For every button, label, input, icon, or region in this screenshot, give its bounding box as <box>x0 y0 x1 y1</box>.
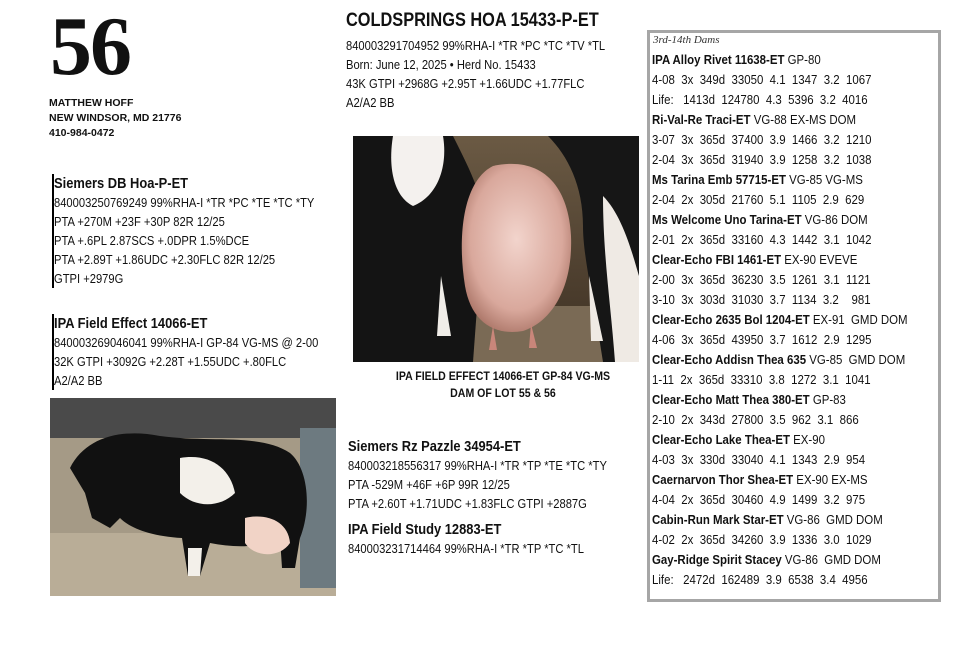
consignor-city: NEW WINDSOR, MD 21776 <box>49 112 182 124</box>
dam-record-line <box>652 130 900 150</box>
dam-record-values: 3-07 3x 365d 37400 3.9 1466 3.2 1210 <box>652 132 872 147</box>
ggs-block <box>348 520 622 558</box>
ggs-details <box>348 539 622 558</box>
dam-pedigree-name: Gay-Ridge Spirit Stacey <box>652 552 782 567</box>
dam-record-values: 3-10 3x 303d 31030 3.7 1134 3.2 981 <box>652 292 871 307</box>
dam-record-line <box>652 150 900 170</box>
dam-details <box>54 333 361 390</box>
dam-record-line <box>652 490 900 510</box>
animal-detail-line: A2/A2 BB <box>346 95 395 110</box>
dam-record-line <box>652 410 900 430</box>
dam-pedigree-classification: VG-86 GMD DOM <box>783 512 883 527</box>
dam-record-values: 2-01 2x 365d 33160 4.3 1442 3.1 1042 <box>652 232 872 247</box>
dam-record-line <box>652 290 900 310</box>
dam-pedigree-name-line <box>652 250 900 270</box>
mgs-detail-line: PTA -529M +46F +6P 99R 12/25 <box>348 477 510 492</box>
dam-pedigree-name-line <box>652 510 900 530</box>
animal-details <box>346 36 647 112</box>
dam-pedigree-name: Ms Welcome Uno Tarina-ET <box>652 212 802 227</box>
dam-record-line <box>652 370 900 390</box>
dam-pedigree-name: IPA Alloy Rivet 11638-ET <box>652 52 785 67</box>
dam-detail-line: 32K GTPI +3092G +2.28T +1.55UDC +.80FLC <box>54 354 287 369</box>
dam-pedigree-name-line <box>652 390 900 410</box>
dam-pedigree-name-line <box>652 170 900 190</box>
ggs-detail-line: 840003231714464 99%RHA-I *TR *TP *TC *TL <box>348 541 584 556</box>
dam-record-values: 4-06 3x 365d 43950 3.7 1612 2.9 1295 <box>652 332 872 347</box>
dam-record-values: 2-10 2x 343d 27800 3.5 962 3.1 866 <box>652 412 859 427</box>
dam-pedigree-classification: VG-86 GMD DOM <box>781 552 881 567</box>
mgs-name: Siemers Rz Pazzle 34954-ET <box>348 438 521 455</box>
dam-record-line <box>652 570 900 590</box>
dam-record-line <box>652 450 900 470</box>
dam-record-line <box>652 530 900 550</box>
dam-detail-line: 840003269046041 99%RHA-I GP-84 VG-MS @ 2-00 <box>54 335 319 350</box>
ggs-name: IPA Field Study 12883-ET <box>348 521 502 538</box>
photo-caption-line: DAM OF LOT 55 & 56 <box>450 386 556 400</box>
dam-pedigree-name-line <box>652 210 900 230</box>
dam-side-photo <box>50 398 336 596</box>
dam-record-values: 1-11 2x 365d 33310 3.8 1272 3.1 1041 <box>652 372 871 387</box>
dam-pedigree-classification: VG-85 VG-MS <box>785 172 863 187</box>
dam-pedigree-classification: GP-83 <box>809 392 846 407</box>
dams-box-label: 3rd-14th Dams <box>653 34 720 46</box>
dam-record-line <box>652 230 900 250</box>
sire-detail-line: PTA +.6PL 2.87SCS +.0DPR 1.5%DCE <box>54 233 250 248</box>
dam-pedigree-name: Clear-Echo FBI 1461-ET <box>652 252 782 267</box>
dam-pedigree-name: Clear-Echo 2635 Bol 1204-ET <box>652 312 810 327</box>
side-photo-illustration <box>50 398 336 596</box>
dam-pedigree-name: Cabin-Run Mark Star-ET <box>652 512 784 527</box>
mgs-detail-line: 840003218556317 99%RHA-I *TR *TP *TE *TC *TY <box>348 458 607 473</box>
dam-pedigree-name: Clear-Echo Lake Thea-ET <box>652 432 790 447</box>
dam-pedigree-classification: VG-85 GMD DOM <box>806 352 906 367</box>
dams-list <box>652 50 934 590</box>
animal-detail-line: Born: June 12, 2025 • Herd No. 15433 <box>346 57 536 72</box>
dam-pedigree-name-line <box>652 50 900 70</box>
animal-detail-line: 840003291704952 99%RHA-I *TR *PC *TC *TV *TL <box>346 38 606 53</box>
sire-details <box>54 193 357 288</box>
dam-record-values: Life: 1413d 124780 4.3 5396 3.2 4016 <box>652 92 868 107</box>
consignor-name: MATTHEW HOFF <box>49 97 134 109</box>
dam-record-line <box>652 70 900 90</box>
dam-record-values: Life: 2472d 162489 3.9 6538 3.4 4956 <box>652 572 868 587</box>
dam-record-values: 4-03 3x 330d 33040 4.1 1343 2.9 954 <box>652 452 866 467</box>
sire-detail-line: 840003250769249 99%RHA-I *TR *PC *TE *TC *TY <box>54 195 315 210</box>
udder-photo-illustration <box>353 136 639 362</box>
sire-block <box>52 174 357 288</box>
dam-record-values: 4-08 3x 349d 33050 4.1 1347 3.2 1067 <box>652 72 872 87</box>
photo-caption-line: IPA FIELD EFFECT 14066-ET GP-84 VG-MS <box>395 369 611 383</box>
dam-pedigree-classification: GP-80 <box>784 52 821 67</box>
dam-pedigree-classification: VG-86 DOM <box>801 212 868 227</box>
mgs-block <box>348 437 649 513</box>
dam-block <box>52 314 361 390</box>
dam-name: IPA Field Effect 14066-ET <box>54 315 208 332</box>
lot-number: 56 <box>50 0 130 93</box>
dam-pedigree-classification: EX-91 GMD DOM <box>809 312 908 327</box>
dam-record-values: 4-02 2x 365d 34260 3.9 1336 3.0 1029 <box>652 532 872 547</box>
dam-pedigree-name-line <box>652 470 900 490</box>
dam-pedigree-name-line <box>652 310 908 330</box>
consignor-phone: 410-984-0472 <box>49 127 115 139</box>
consignor-info <box>49 96 181 141</box>
dam-pedigree-name: Ms Tarina Emb 57715-ET <box>652 172 786 187</box>
dam-pedigree-classification: EX-90 EVEVE <box>781 252 858 267</box>
dam-pedigree-classification: EX-90 EX-MS <box>793 472 868 487</box>
dam-udder-photo <box>353 136 639 362</box>
photo-caption <box>353 368 653 402</box>
animal-detail-line: 43K GTPI +2968G +2.95T +1.66UDC +1.77FLC <box>346 76 585 91</box>
dam-pedigree-name: Clear-Echo Matt Thea 380-ET <box>652 392 810 407</box>
dam-record-line <box>652 330 900 350</box>
sire-detail-line: GTPI +2979G <box>54 271 124 286</box>
dam-record-values: 4-04 2x 365d 30460 4.9 1499 3.2 975 <box>652 492 866 507</box>
dam-record-values: 2-00 3x 365d 36230 3.5 1261 3.1 1121 <box>652 272 871 287</box>
dam-record-values: 2-04 2x 305d 21760 5.1 1105 2.9 629 <box>652 192 865 207</box>
dam-pedigree-name-line <box>652 350 906 370</box>
mgs-details <box>348 456 649 513</box>
animal-title: COLDSPRINGS HOA 15433-P-ET <box>346 10 599 31</box>
dam-record-line <box>652 90 900 110</box>
dam-detail-line: A2/A2 BB <box>54 373 103 388</box>
sire-detail-line: PTA +270M +23F +30P 82R 12/25 <box>54 214 225 229</box>
dam-pedigree-name-line <box>652 110 900 130</box>
dam-pedigree-name-line <box>652 430 900 450</box>
dam-record-line <box>652 270 900 290</box>
dam-pedigree-name: Ri-Val-Re Traci-ET <box>652 112 751 127</box>
dam-record-line <box>652 190 900 210</box>
mgs-detail-line: PTA +2.60T +1.71UDC +1.83FLC GTPI +2887G <box>348 496 587 511</box>
dam-pedigree-name: Caernarvon Thor Shea-ET <box>652 472 794 487</box>
sire-name: Siemers DB Hoa-P-ET <box>54 175 189 192</box>
dam-pedigree-name-line <box>652 550 900 570</box>
dam-pedigree-name: Clear-Echo Addisn Thea 635 <box>652 352 807 367</box>
dam-pedigree-classification: VG-88 EX-MS DOM <box>750 112 857 127</box>
sire-detail-line: PTA +2.89T +1.86UDC +2.30FLC 82R 12/25 <box>54 252 276 267</box>
dam-record-values: 2-04 3x 365d 31940 3.9 1258 3.2 1038 <box>652 152 872 167</box>
dam-pedigree-classification: EX-90 <box>789 432 825 447</box>
